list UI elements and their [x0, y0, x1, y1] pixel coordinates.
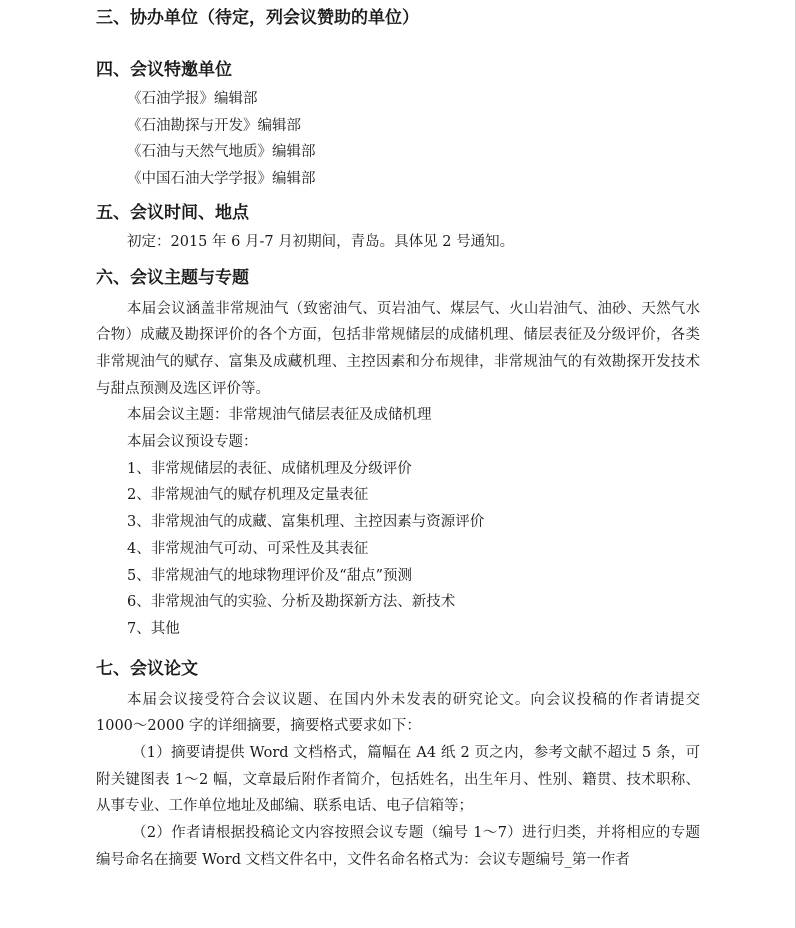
topic-item: 7、其他 [127, 620, 180, 637]
topic-item: 4、非常规油气可动、可采性及其表征 [127, 540, 369, 557]
invited-unit: 《中国石油大学学报》编辑部 [127, 171, 316, 188]
invited-units-list [96, 86, 699, 193]
abstract-requirement-2: （2）作者请根据投稿论文内容按照会议专题（编号 1～7）进行归类，并将相应的专题编号命名在摘要 Word 文档文件名中，文件名命名格式为：会议专题编号_第一作者 [96, 825, 700, 868]
topic-item: 1、非常规储层的表征、成储机理及分级评价 [127, 460, 412, 477]
invited-unit: 《石油学报》编辑部 [127, 91, 258, 107]
topic-item: 3、非常规油气的成藏、富集机理、主控因素与资源评价 [127, 514, 485, 531]
invited-unit: 《石油与天然气地质》编辑部 [127, 144, 316, 161]
section-3-heading: 三、协办单位（待定，列会议赞助的单位） [96, 8, 419, 28]
topic-item: 2、非常规油气的赋存机理及定量表征 [127, 487, 369, 504]
topics-intro-paragraph: 本届会议涵盖非常规油气（致密油气、页岩油气、煤层气、火山岩油气、油砂、天然气水合物）成藏及勘探评价的各个方面，包括非常规储层的成储机理、储层表征及分级评价，各类非常规油气的赋存、富集及成藏机理、主控因素和分布规律，非常规油气的有效勘探开发技术与甜点预测及选区评价等。 [96, 300, 700, 397]
topic-list [96, 456, 699, 643]
topic-item: 6、非常规油气的实验、分析及勘探新方法、新技术 [127, 594, 456, 611]
section-4-heading: 四、会议特邀单位 [96, 60, 232, 80]
papers-intro-paragraph: 本届会议接受符合会议议题、在国内外未发表的研究论文。向会议投稿的作者请提交 1000～2000 字的详细摘要，摘要格式要求如下： [96, 691, 700, 735]
topic-item: 5、非常规油气的地球物理评价及“甜点”预测 [127, 567, 413, 584]
abstract-requirement-1: （1）摘要请提供 Word 文档格式，篇幅在 A4 纸 2 页之内，参考文献不超过 5 条，可附关键图表 1～2 幅，文章最后附作者简介，包括姓名，出生年月、性别、籍贯、技术职称、从事专业、工作单位地址及邮编、联系电话、电子信箱等； [96, 745, 700, 815]
invited-unit: 《石油勘探与开发》编辑部 [127, 117, 301, 134]
meeting-time-place: 初定：2015 年 6 月-7 月初期间，青岛。具体见 2 号通知。 [127, 233, 515, 250]
section-5-heading: 五、会议时间、地点 [96, 202, 249, 223]
section-6-heading: 六、会议主题与专题 [96, 267, 249, 288]
meeting-theme: 本届会议主题：非常规油气储层表征及成储机理 [127, 407, 432, 424]
section-7-heading: 七、会议论文 [96, 658, 198, 679]
preset-topics-label: 本届会议预设专题： [127, 434, 258, 451]
